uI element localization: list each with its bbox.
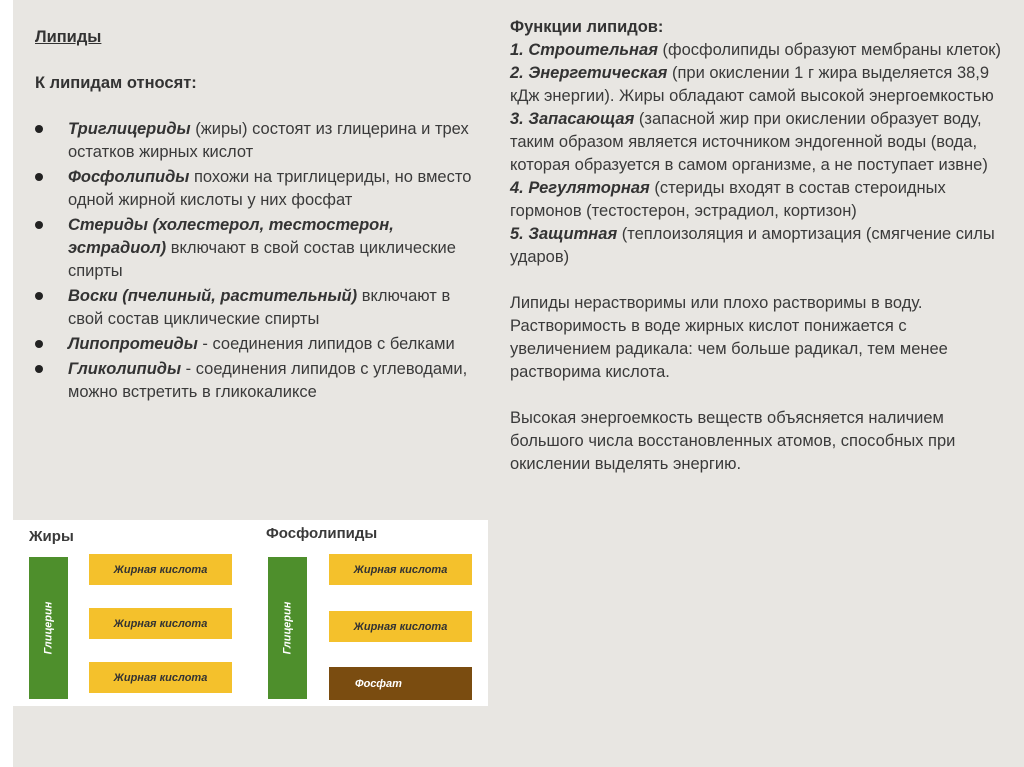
- right-column: [510, 16, 1005, 476]
- glycerol-label: Глицерин: [281, 601, 294, 655]
- item-term: Стериды (холестерол, тестостерон, эстрадиол): [68, 216, 394, 257]
- function-item: [510, 62, 1005, 108]
- list-item: [35, 358, 485, 404]
- function-text: (фосфолипиды образуют мембраны клеток): [657, 41, 1001, 59]
- item-term: Воски (пчелиный, растительный): [68, 287, 358, 305]
- lipids-subtitle: К липидам относят:: [35, 74, 197, 92]
- glycerol-block-fats: [29, 557, 68, 699]
- function-text: (стериды входят в состав стероидных гормонов (тестостерон, эстрадиол, кортизон): [510, 179, 946, 220]
- function-term: 4. Регуляторная: [510, 179, 650, 197]
- fats-label: Жиры: [29, 528, 74, 545]
- left-column: [35, 26, 485, 406]
- fatty-acid-block: Жирная кислота: [329, 611, 472, 642]
- item-text: похожи на триглицериды, но вместо одной жирной кислоты у них фосфат: [68, 168, 472, 209]
- function-text: (запасной жир при окислении образует воду, таким образом является источником эндогенной воды (вода, которая образуется в самом организме, а не поступает извне): [510, 110, 988, 174]
- fatty-acid-block: Жирная кислота: [329, 554, 472, 585]
- list-item: [35, 166, 485, 212]
- fatty-acid-block: Жирная кислота: [89, 608, 232, 639]
- item-text: (жиры) состоят из глицерина и трех остатков жирных кислот: [68, 120, 469, 161]
- function-term: 5. Защитная: [510, 225, 618, 243]
- slide-title: Липиды: [35, 28, 102, 46]
- function-text: (теплоизоляция и амортизация (смягчение силы ударов): [510, 225, 995, 266]
- function-item: [510, 108, 1005, 177]
- glycerol-label: Глицерин: [42, 601, 55, 655]
- function-item: [510, 177, 1005, 223]
- phosphate-block: Фосфат: [329, 667, 472, 700]
- item-text: включают в свой состав циклические спирты: [68, 239, 456, 280]
- item-term: Гликолипиды: [68, 360, 182, 378]
- list-item: [35, 333, 485, 356]
- fatty-acid-block: Жирная кислота: [89, 554, 232, 585]
- function-item: [510, 223, 1005, 269]
- item-term: Триглицериды: [68, 120, 191, 138]
- phospholipids-label: Фосфолипиды: [266, 525, 378, 542]
- lipid-structure-diagram: [11, 520, 488, 706]
- item-text: - соединения липидов с белками: [197, 335, 455, 353]
- item-text: включают в свой состав циклические спирты: [68, 287, 451, 328]
- lipid-types-list: [35, 118, 485, 404]
- function-item: [510, 39, 1005, 62]
- energy-paragraph: Высокая энергоемкость веществ объясняется наличием большого числа восстановленных атомов, способных при окислении выделять энергию.: [510, 409, 956, 473]
- fatty-acid-block: Жирная кислота: [89, 662, 232, 693]
- list-item: [35, 285, 485, 331]
- list-item: [35, 118, 485, 164]
- item-text: - соединения липидов с углеводами, можно встретить в гликокаликсе: [68, 360, 468, 401]
- list-item: [35, 214, 485, 283]
- item-term: Липопротеиды: [68, 335, 198, 353]
- function-term: 2. Энергетическая: [510, 64, 668, 82]
- solubility-paragraph: Липиды нерастворимы или плохо растворимы в воду. Растворимость в воде жирных кислот понижается с увеличением радикала: чем больше радикал, тем менее растворима кислота.: [510, 294, 948, 381]
- functions-heading: Функции липидов:: [510, 18, 664, 36]
- glycerol-block-phospholipids: [268, 557, 307, 699]
- item-term: Фосфолипиды: [68, 168, 190, 186]
- function-term: 3. Запасающая: [510, 110, 635, 128]
- function-term: 1. Строительная: [510, 41, 658, 59]
- function-text: (при окислении 1 г жира выделяется 38,9 кДж энергии). Жиры обладают самой высокой энергоемкостью: [510, 64, 994, 105]
